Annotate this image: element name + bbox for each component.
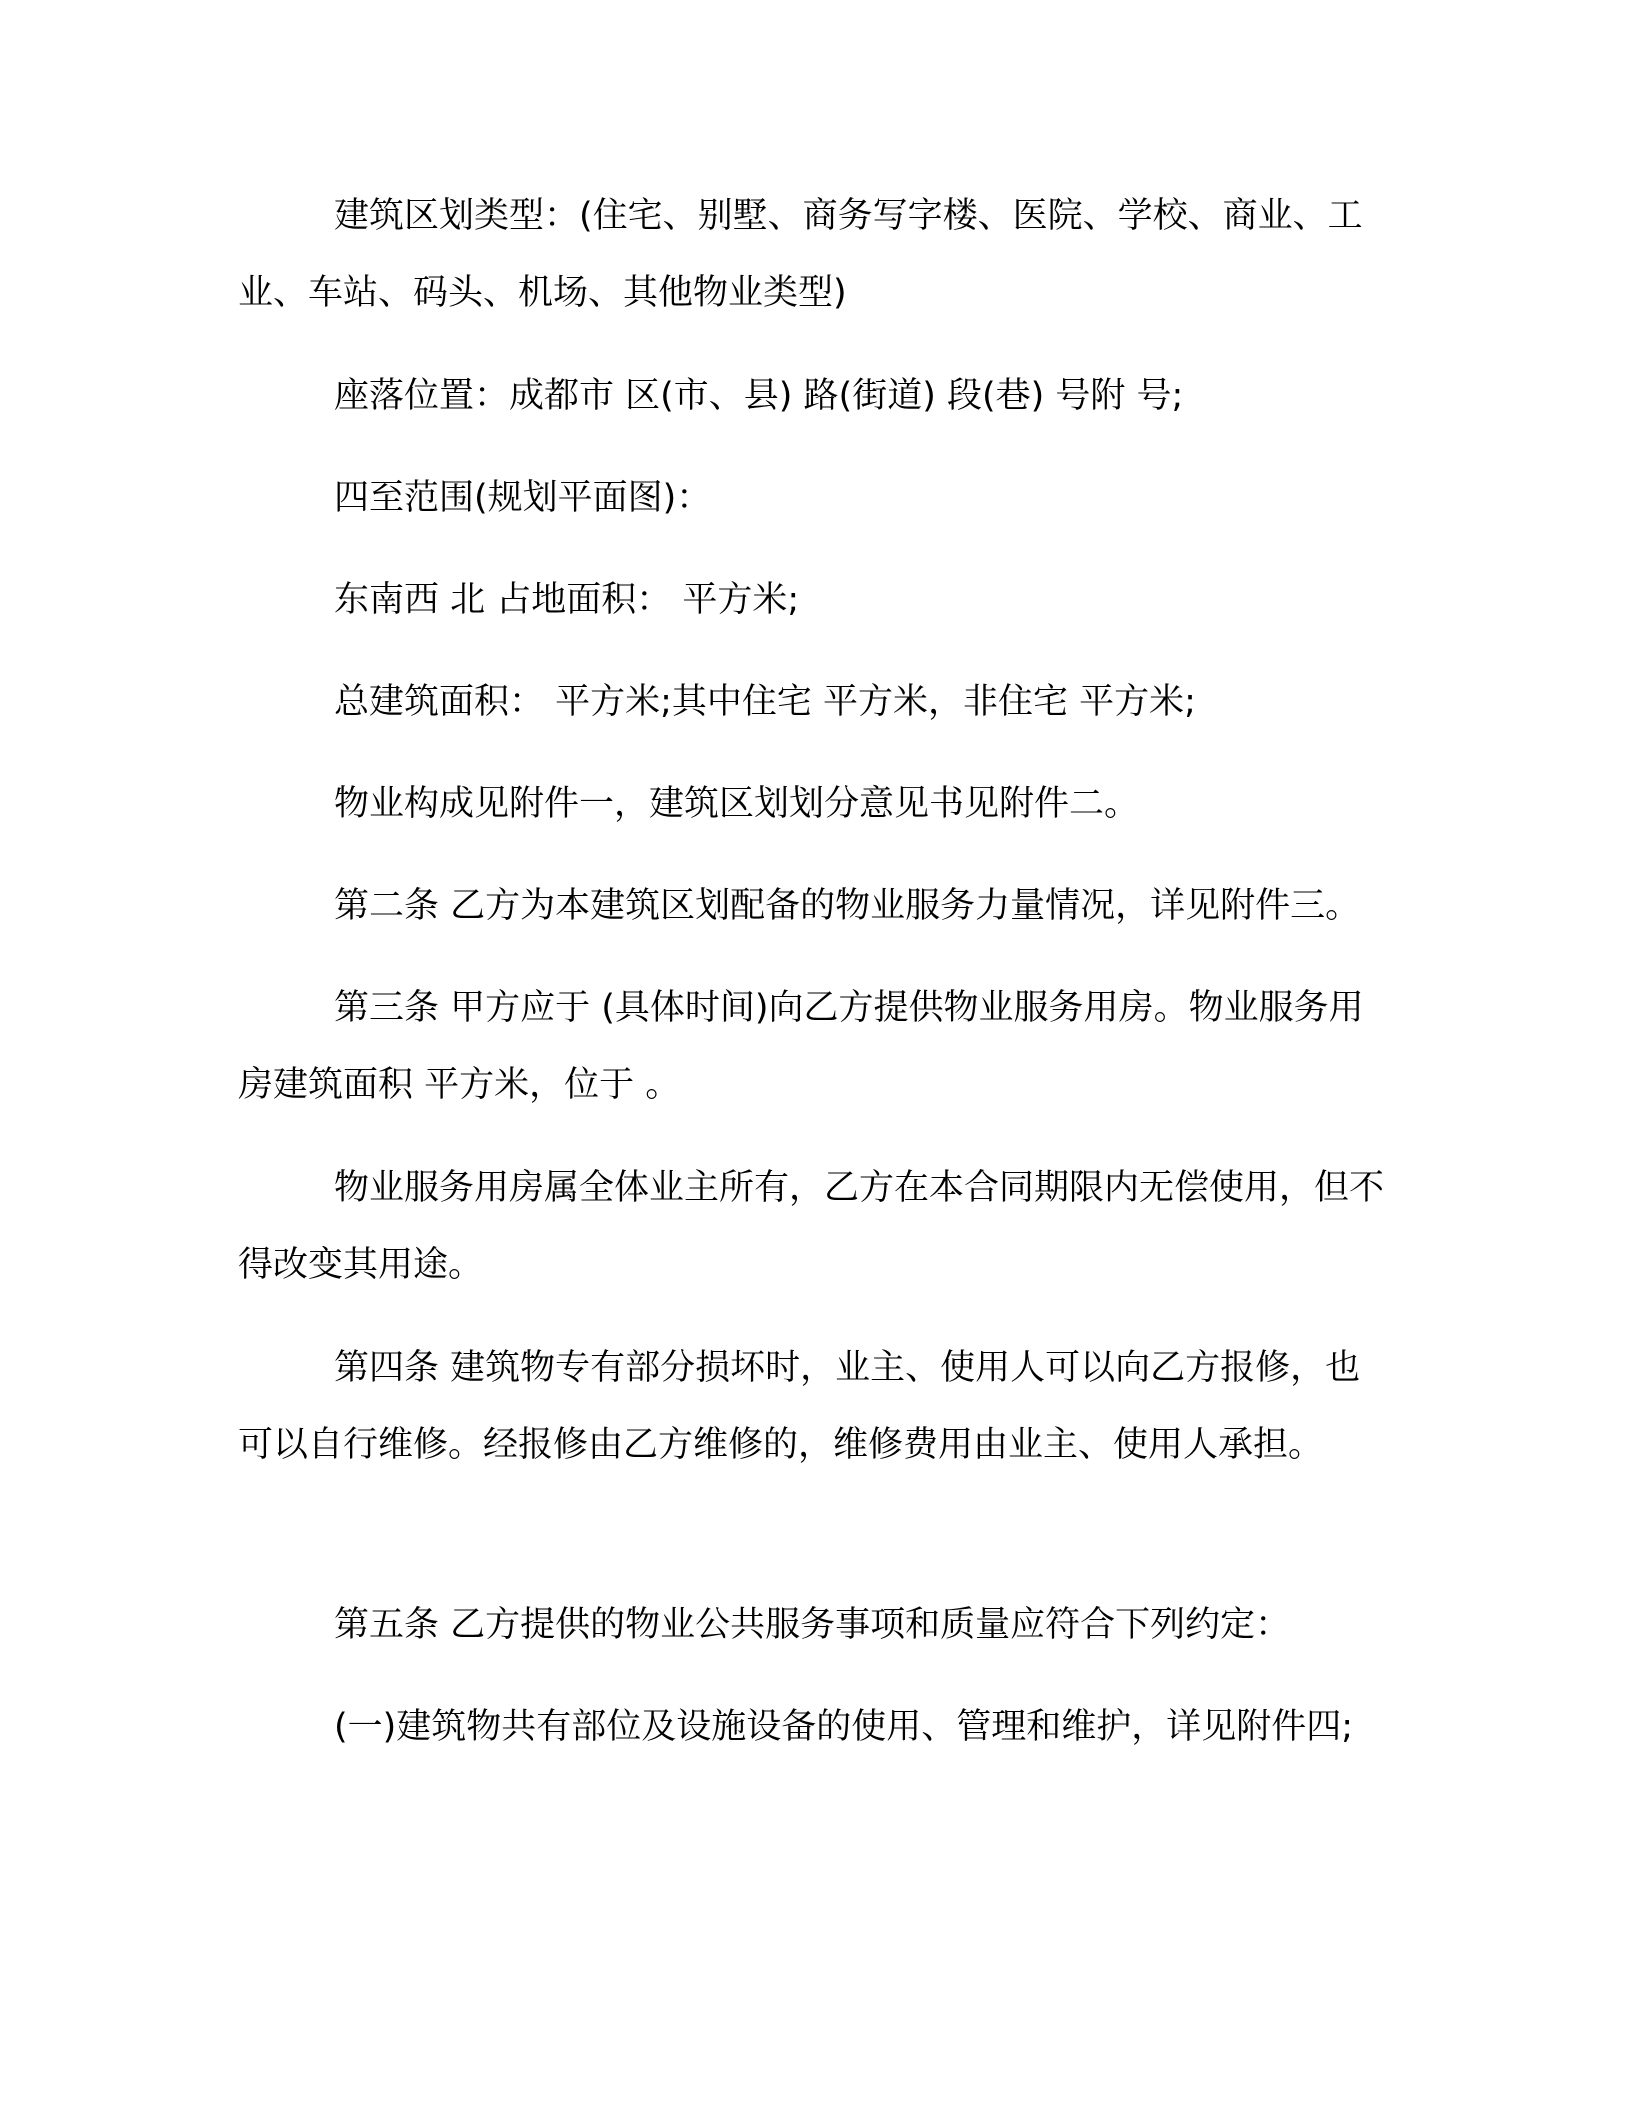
paragraph-building-zone-type: 建筑区划类型：(住宅、别墅、商务写字楼、医院、学校、商业、工业、车站、码头、机场、其他物业类型) — [238, 196, 1363, 313]
paragraph-location: 座落位置：成都市 区(市、县) 路(街道) 段(巷) 号附 号; — [334, 376, 1184, 416]
paragraph-boundary: 四至范围(规划平面图)： — [334, 478, 712, 518]
paragraph-item-1: (一)建筑物共有部位及设施设备的使用、管理和维护，详见附件四; — [334, 1707, 1354, 1747]
paragraph-total-area: 总建筑面积： 平方米;其中住宅 平方米，非住宅 平方米; — [334, 682, 1196, 722]
paragraph-land-area: 东南西 北 占地面积： 平方米; — [334, 580, 800, 620]
paragraph-article-4: 第四条 建筑物专有部分损坏时，业主、使用人可以向乙方报修，也可以自行维修。经报修由乙方维修的，维修费用由业主、使用人承担。 — [238, 1348, 1361, 1465]
paragraph-article-5: 第五条 乙方提供的物业公共服务事项和质量应符合下列约定： — [334, 1605, 1291, 1645]
paragraph-article-3: 第三条 甲方应于 (具体时间)向乙方提供物业服务用房。物业服务用房建筑面积 平方米，位于 。 — [238, 988, 1364, 1105]
paragraph-property-composition: 物业构成见附件一，建筑区划划分意见书见附件二。 — [334, 784, 1140, 824]
paragraph-service-room-ownership: 物业服务用房属全体业主所有，乙方在本合同期限内无偿使用，但不得改变其用途。 — [238, 1168, 1385, 1285]
paragraph-article-2: 第二条 乙方为本建筑区划配备的物业服务力量情况，详见附件三。 — [334, 886, 1361, 926]
